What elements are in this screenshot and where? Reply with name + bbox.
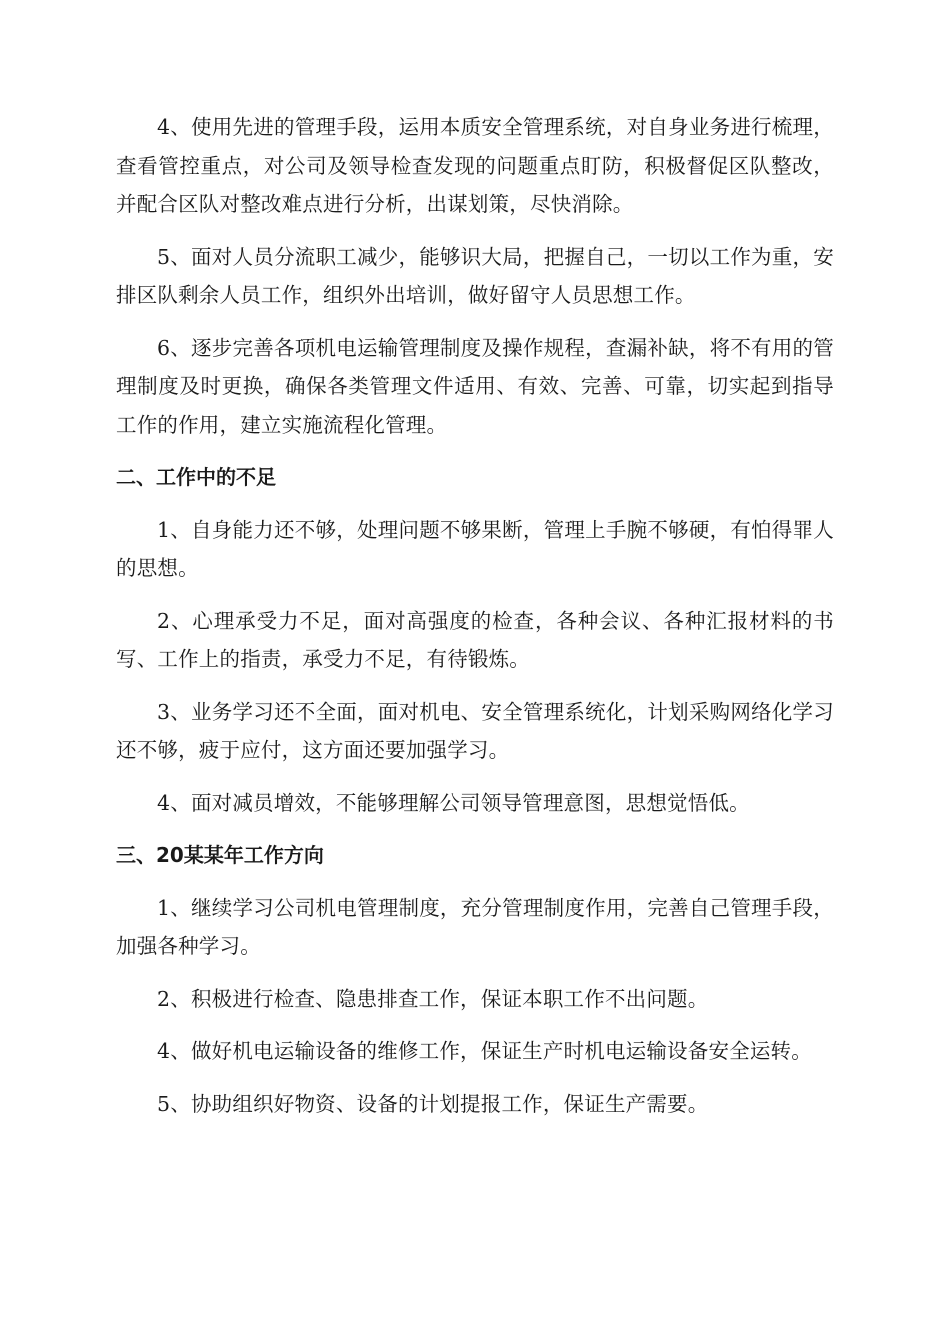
paragraph-direction-2: 2、积极进行检查、隐患排查工作，保证本职工作不出问题。 bbox=[157, 986, 709, 1011]
section-heading-shortcomings: 二、工作中的不足 bbox=[116, 465, 276, 489]
paragraph-shortcoming-4: 4、面对减员增效，不能够理解公司领导管理意图，思想觉悟低。 bbox=[157, 790, 750, 815]
paragraph-direction-4: 4、做好机电运输设备的维修工作，保证生产时机电运输设备安全运转。 bbox=[157, 1039, 812, 1063]
paragraph-item-5-staff-reduction: 5、面对人员分流职工减少，能够识大局，把握自己，一切以工作为重，安排区队剩余人员工作，组织外出培训，做好留守人员思想工作。 bbox=[116, 244, 834, 307]
document-page bbox=[116, 108, 834, 1137]
paragraph-shortcoming-1: 1、自身能力还不够，处理问题不够果断，管理上手腕不够硬，有怕得罪人的思想。 bbox=[116, 517, 834, 580]
paragraph-item-4-management-tools: 4、使用先进的管理手段，运用本质安全管理系统，对自身业务进行梳理，查看管控重点，对公司及领导检查发现的问题重点盯防，积极督促区队整改，并配合区队对整改难点进行分析，出谋划策，尽快消除。 bbox=[116, 115, 834, 216]
paragraph-shortcoming-3: 3、业务学习还不全面，面对机电、安全管理系统化，计划采购网络化学习还不够，疲于应付，这方面还要加强学习。 bbox=[116, 699, 834, 762]
paragraph-direction-1: 1、继续学习公司机电管理制度，充分管理制度作用，完善自己管理手段，加强各种学习。 bbox=[116, 895, 834, 958]
paragraph-direction-5: 5、协助组织好物资、设备的计划提报工作，保证生产需要。 bbox=[157, 1091, 709, 1116]
section-heading-work-direction: 三、20某某年工作方向 bbox=[116, 843, 324, 867]
paragraph-item-6-regulations: 6、逐步完善各项机电运输管理制度及操作规程，查漏补缺，将不有用的管理制度及时更换，确保各类管理文件适用、有效、完善、可靠，切实起到指导工作的作用，建立实施流程化管理。 bbox=[116, 335, 834, 437]
paragraph-shortcoming-2: 2、心理承受力不足，面对高强度的检查，各种会议、各种汇报材料的书写、工作上的指责，承受力不足，有待锻炼。 bbox=[116, 608, 834, 671]
